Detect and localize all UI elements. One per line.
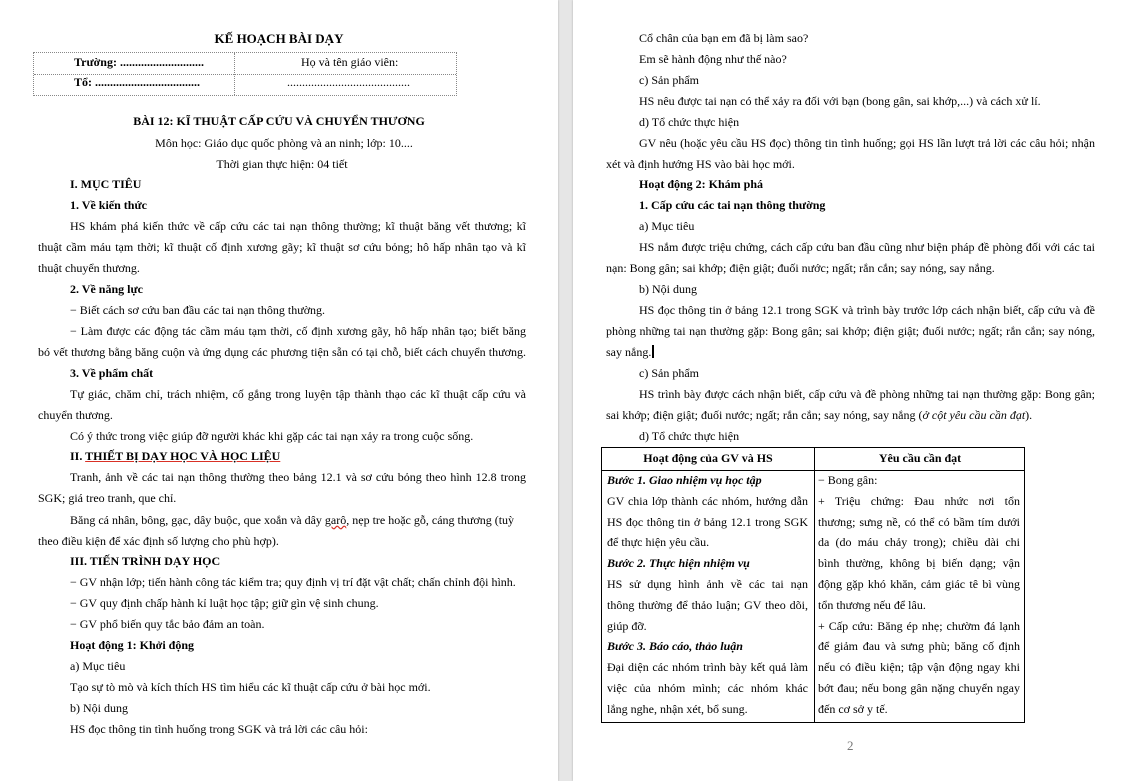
- teacher-field[interactable]: .........................................: [287, 75, 410, 89]
- section-heading: II. THIẾT BỊ DẠY HỌC VÀ HỌC LIỆU: [70, 449, 281, 463]
- table-cell-line: thương; sưng nề, có thể có bầm tím dưới: [818, 515, 1020, 529]
- table-cell-line: việc của nhóm mình; các nhóm khác: [607, 681, 808, 695]
- paragraph-line: HS khám phá kiến thức về cấp cứu các tai nạn thông thường; kĩ thuật băng vết thương; kĩ: [70, 219, 526, 233]
- paragraph-line: Tạo sự tò mò và kích thích HS tìm hiểu các kĩ thuật cấp cứu ở bài học mới.: [70, 680, 431, 694]
- paragraph-line: HS trình bày được cách nhận biết, cấp cứu và đề phòng những tai nạn thường gặp: Bong gân;: [639, 387, 1095, 401]
- paragraph-line: c) Sản phẩm: [639, 366, 699, 380]
- subsection-heading: 1. Về kiến thức: [70, 198, 147, 212]
- paragraph-line: − GV nhận lớp; tiến hành công tác kiểm tra; quy định vị trí đặt vật chất; chấn chỉnh đội hình.: [70, 575, 516, 589]
- paragraph-line: phòng những tai nạn thường gặp: Bong gân; sai khớp; điện giật; đuối nước; ngất; rắn cắn; say nóng,: [606, 324, 1095, 338]
- paragraph-line: c) Sản phẩm: [639, 73, 699, 87]
- paragraph-line: xét và định hướng HS vào bài học mới.: [606, 157, 795, 171]
- text-cursor: [652, 345, 654, 358]
- table-cell-line: nếu có điều kiện; tập vận động ngay khi: [818, 660, 1020, 674]
- table-cell-line: giúp đỡ.: [607, 619, 647, 633]
- paragraph-line: HS đọc thông tin tình huống trong SGK và trả lời các câu hỏi:: [70, 722, 368, 736]
- paragraph-line: Băng cá nhân, bông, gạc, dây buộc, que xoắn và dây garô, nẹp tre hoặc gỗ, cáng thương (tuỳ: [70, 513, 515, 527]
- section-heading: I. MỤC TIÊU: [70, 177, 142, 191]
- header-info-box: [33, 52, 457, 96]
- paragraph-line: HS nắm được triệu chứng, cách cấp cứu ban đầu cũng như biện pháp đề phòng đối với các tai: [639, 240, 1095, 254]
- paragraph-line: d) Tổ chức thực hiện: [639, 429, 740, 443]
- table-cell-line: bớt đau; nếu bong gân nặng chuyển ngay: [818, 681, 1020, 695]
- table-cell-line: − Bong gân:: [818, 473, 878, 487]
- spellcheck-underlined-heading: THIẾT BỊ DẠY HỌC VÀ HỌC LIỆU: [85, 449, 281, 463]
- table-cell-line: để giảm đau và sưng phù; băng cố định: [818, 639, 1020, 653]
- table-cell-line: động gặp khó khăn, cảm giác tê bì vùng: [818, 577, 1020, 591]
- table-header: Yêu cầu cần đạt: [878, 451, 962, 465]
- step-heading: Bước 3. Báo cáo, thảo luận: [607, 639, 743, 653]
- paragraph-line: a) Mục tiêu: [639, 219, 695, 233]
- paragraph-line: HS đọc thông tin ở bảng 12.1 trong SGK và trình bày trước lớp cách nhận biết, cấp cứu và đề: [639, 303, 1095, 317]
- subsection-heading: 2. Về năng lực: [70, 282, 143, 296]
- paragraph-line: HS nêu được tai nạn có thể xảy ra đối với bạn (bong gân, sai khớp,...) và cách xử lí.: [639, 94, 1041, 108]
- paragraph-line: sai khớp; điện giật; đuối nước; ngất; rắn cắn; say nóng, say nắng (ở cột yêu cầu cần đạt).: [606, 408, 1033, 422]
- activity-heading: Hoạt động 1: Khởi động: [70, 638, 195, 652]
- paragraph-line: b) Nội dung: [70, 701, 128, 715]
- table-cell-line: + Triệu chứng: Đau nhức nơi tổn: [818, 494, 1020, 508]
- table-cell-line: tổn thương nếu để lâu.: [818, 598, 926, 612]
- paragraph-line: d) Tổ chức thực hiện: [639, 115, 740, 129]
- paragraph-line: Cổ chân của bạn em đã bị làm sao?: [639, 31, 809, 45]
- table-cell-line: HS đọc thông tin ở bảng 12.1 trong SGK: [607, 515, 808, 529]
- paragraph-line: − Biết cách sơ cứu ban đầu các tai nạn thông thường.: [70, 303, 326, 317]
- table-cell-line: đến cơ sở y tế.: [818, 702, 888, 716]
- document-page-2: [573, 0, 1127, 781]
- paragraph-line: a) Mục tiêu: [70, 659, 126, 673]
- paragraph-line: thuật cầm máu tạm thời; kĩ thuật cố định xương gãy; kĩ thuật sơ cứu bỏng; hô hấp nhân tạo và kĩ: [38, 240, 526, 254]
- subsection-heading: 3. Về phẩm chất: [70, 366, 154, 380]
- paragraph-line: Tranh, ảnh về các tai nạn thông thường theo bảng 12.1 và sơ cứu bỏng theo hình 12.8 trong: [70, 470, 526, 484]
- paragraph-line: bó vết thương bằng băng cuộn và ứng dụng các phương tiện sẵn có tại chỗ, biết cách chuyển thương.: [38, 345, 526, 359]
- spellcheck-word[interactable]: garô: [324, 513, 347, 527]
- paragraph-line: GV nêu (hoặc yêu cầu HS đọc) thông tin tình huống; gọi HS lần lượt trả lời các câu hỏi; nhận: [639, 136, 1095, 150]
- duration-line: Thời gian thực hiện: 04 tiết: [216, 157, 348, 171]
- document-page-1: [0, 0, 558, 781]
- table-cell-line: + Cấp cứu: Băng ép nhẹ; chườm đá lạnh: [818, 619, 1020, 633]
- paragraph-line: − Làm được các động tác cầm máu tạm thời, cố định xương gãy, hô hấp nhân tạo; biết băng: [70, 324, 526, 338]
- teacher-label: Họ và tên giáo viên:: [301, 55, 399, 69]
- step-heading: Bước 2. Thực hiện nhiệm vụ: [607, 556, 750, 570]
- activity-heading: Hoạt động 2: Khám phá: [639, 177, 764, 191]
- paragraph-line: b) Nội dung: [639, 282, 697, 296]
- table-cell-line: thông thường để thảo luận; GV theo dõi,: [607, 598, 808, 612]
- paragraph-line: − GV phổ biến quy tắc bảo đảm an toàn.: [70, 617, 265, 631]
- paragraph-line: SGK; giá treo tranh, que chỉ.: [38, 491, 177, 505]
- page-number: 2: [847, 738, 854, 753]
- plan-title: KẾ HOẠCH BÀI DẠY: [214, 31, 344, 46]
- paragraph-line: − GV quy định chấp hành kỉ luật học tập; giữ gìn vệ sinh chung.: [70, 596, 379, 610]
- section-heading: III. TIẾN TRÌNH DẠY HỌC: [70, 554, 221, 568]
- paragraph-line: thuật chuyển thương.: [38, 261, 140, 275]
- step-heading: Bước 1. Giao nhiệm vụ học tập: [607, 473, 762, 487]
- table-cell-line: để thực hiện yêu cầu.: [607, 535, 710, 549]
- table-cell-line: da (do máu chảy trong); chiều dài chi: [818, 535, 1020, 549]
- paragraph-line: theo điều kiện để xác định số lượng cho phù hợp).: [38, 534, 279, 548]
- paragraph-line: Tự giác, chăm chỉ, trách nhiệm, cố gắng trong luyện tập thành thạo các kĩ thuật cấp cứu và: [70, 387, 526, 401]
- subsection-heading: 1. Cấp cứu các tai nạn thông thường: [639, 198, 826, 212]
- paragraph-line: Em sẽ hành động như thế nào?: [639, 52, 787, 66]
- paragraph-line: chuyển thương.: [38, 408, 113, 422]
- paragraph-line: Có ý thức trong việc giúp đỡ người khác khi gặp các tai nạn xảy ra trong cuộc sống.: [70, 429, 474, 443]
- group-field[interactable]: Tổ: ...................................: [74, 75, 200, 89]
- subject-line: Môn học: Giáo dục quốc phòng và an ninh; lớp: 10....: [155, 136, 413, 150]
- paragraph-line[interactable]: say nắng.: [606, 344, 654, 360]
- lesson-title: BÀI 12: KĨ THUẬT CẤP CỨU VÀ CHUYỂN THƯƠNG: [133, 114, 425, 128]
- table-cell-line: Đại diện các nhóm trình bày kết quả làm: [607, 660, 808, 674]
- table-cell-line: GV chia lớp thành các nhóm, hướng dẫn: [607, 494, 808, 508]
- table-cell-line: lắng nghe, nhận xét, bổ sung.: [607, 702, 748, 716]
- table-cell-line: bình thường, không bị biến dạng; vận: [818, 556, 1020, 570]
- activity-table: [601, 447, 1025, 723]
- school-field[interactable]: Trường: ............................: [74, 55, 204, 69]
- paragraph-line: nạn: Bong gân; sai khớp; điện giật; đuối nước; ngất; rắn cắn; say nóng, say nắng.: [606, 261, 995, 275]
- table-cell-line: HS sử dụng hình ảnh về các tai nạn: [607, 577, 808, 591]
- table-header: Hoạt động của GV và HS: [643, 451, 773, 465]
